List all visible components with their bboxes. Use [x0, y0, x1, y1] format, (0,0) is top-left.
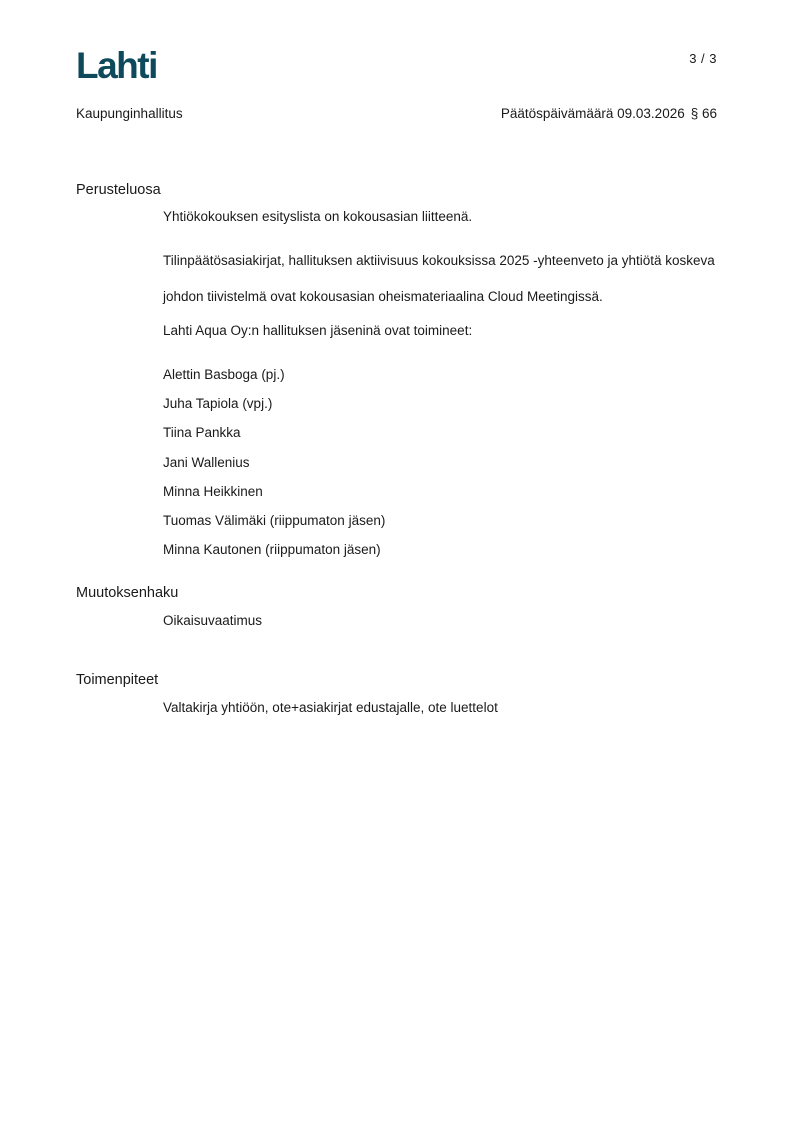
section-reference: § 66 [690, 106, 717, 121]
organization-name: Kaupunginhallitus [76, 106, 183, 121]
section-heading-perusteluosa: Perusteluosa [76, 182, 161, 198]
section-heading-muutoksenhaku: Muutoksenhaku [76, 585, 179, 601]
section-heading-toimenpiteet: Toimenpiteet [76, 672, 159, 688]
actions-text: Valtakirja yhtiöön, ote+asiakirjat edustajalle, ote luettelot [163, 700, 498, 715]
documents-paragraph: Tilinpäätösasiakirjat, hallituksen aktiivisuus kokouksissa 2025 -yhteenveto ja yhtiötä koskeva johdon tiivistelmä ovat kokousasian oheismateriaalina Cloud Meetingissä. [163, 253, 715, 304]
list-item: Minna Heikkinen [163, 483, 263, 499]
list-item: Juha Tapiola (vpj.) [163, 396, 273, 412]
list-item: Jani Wallenius [163, 454, 250, 470]
agenda-paragraph: Yhtiökokouksen esityslista on kokousasian liitteenä. [163, 209, 473, 224]
list-item: Minna Kautonen (riippumaton jäsen) [163, 542, 381, 558]
logo-text: Lahti [76, 49, 157, 81]
page-number: 3 / 3 [689, 51, 717, 66]
board-member-list [163, 365, 385, 569]
appeal-text: Oikaisuvaatimus [163, 613, 263, 628]
list-item: Alettin Basboga (pj.) [163, 367, 285, 382]
list-item: Tiina Pankka [163, 425, 241, 441]
list-item: Tuomas Välimäki (riippumaton jäsen) [163, 512, 386, 528]
decision-date: Päätöspäivämäärä 09.03.2026 [500, 106, 685, 121]
board-members-intro: Lahti Aqua Oy:n hallituksen jäseninä ovat toimineet: [163, 323, 473, 338]
lahti-logo [76, 49, 168, 81]
decision-info [501, 106, 717, 121]
